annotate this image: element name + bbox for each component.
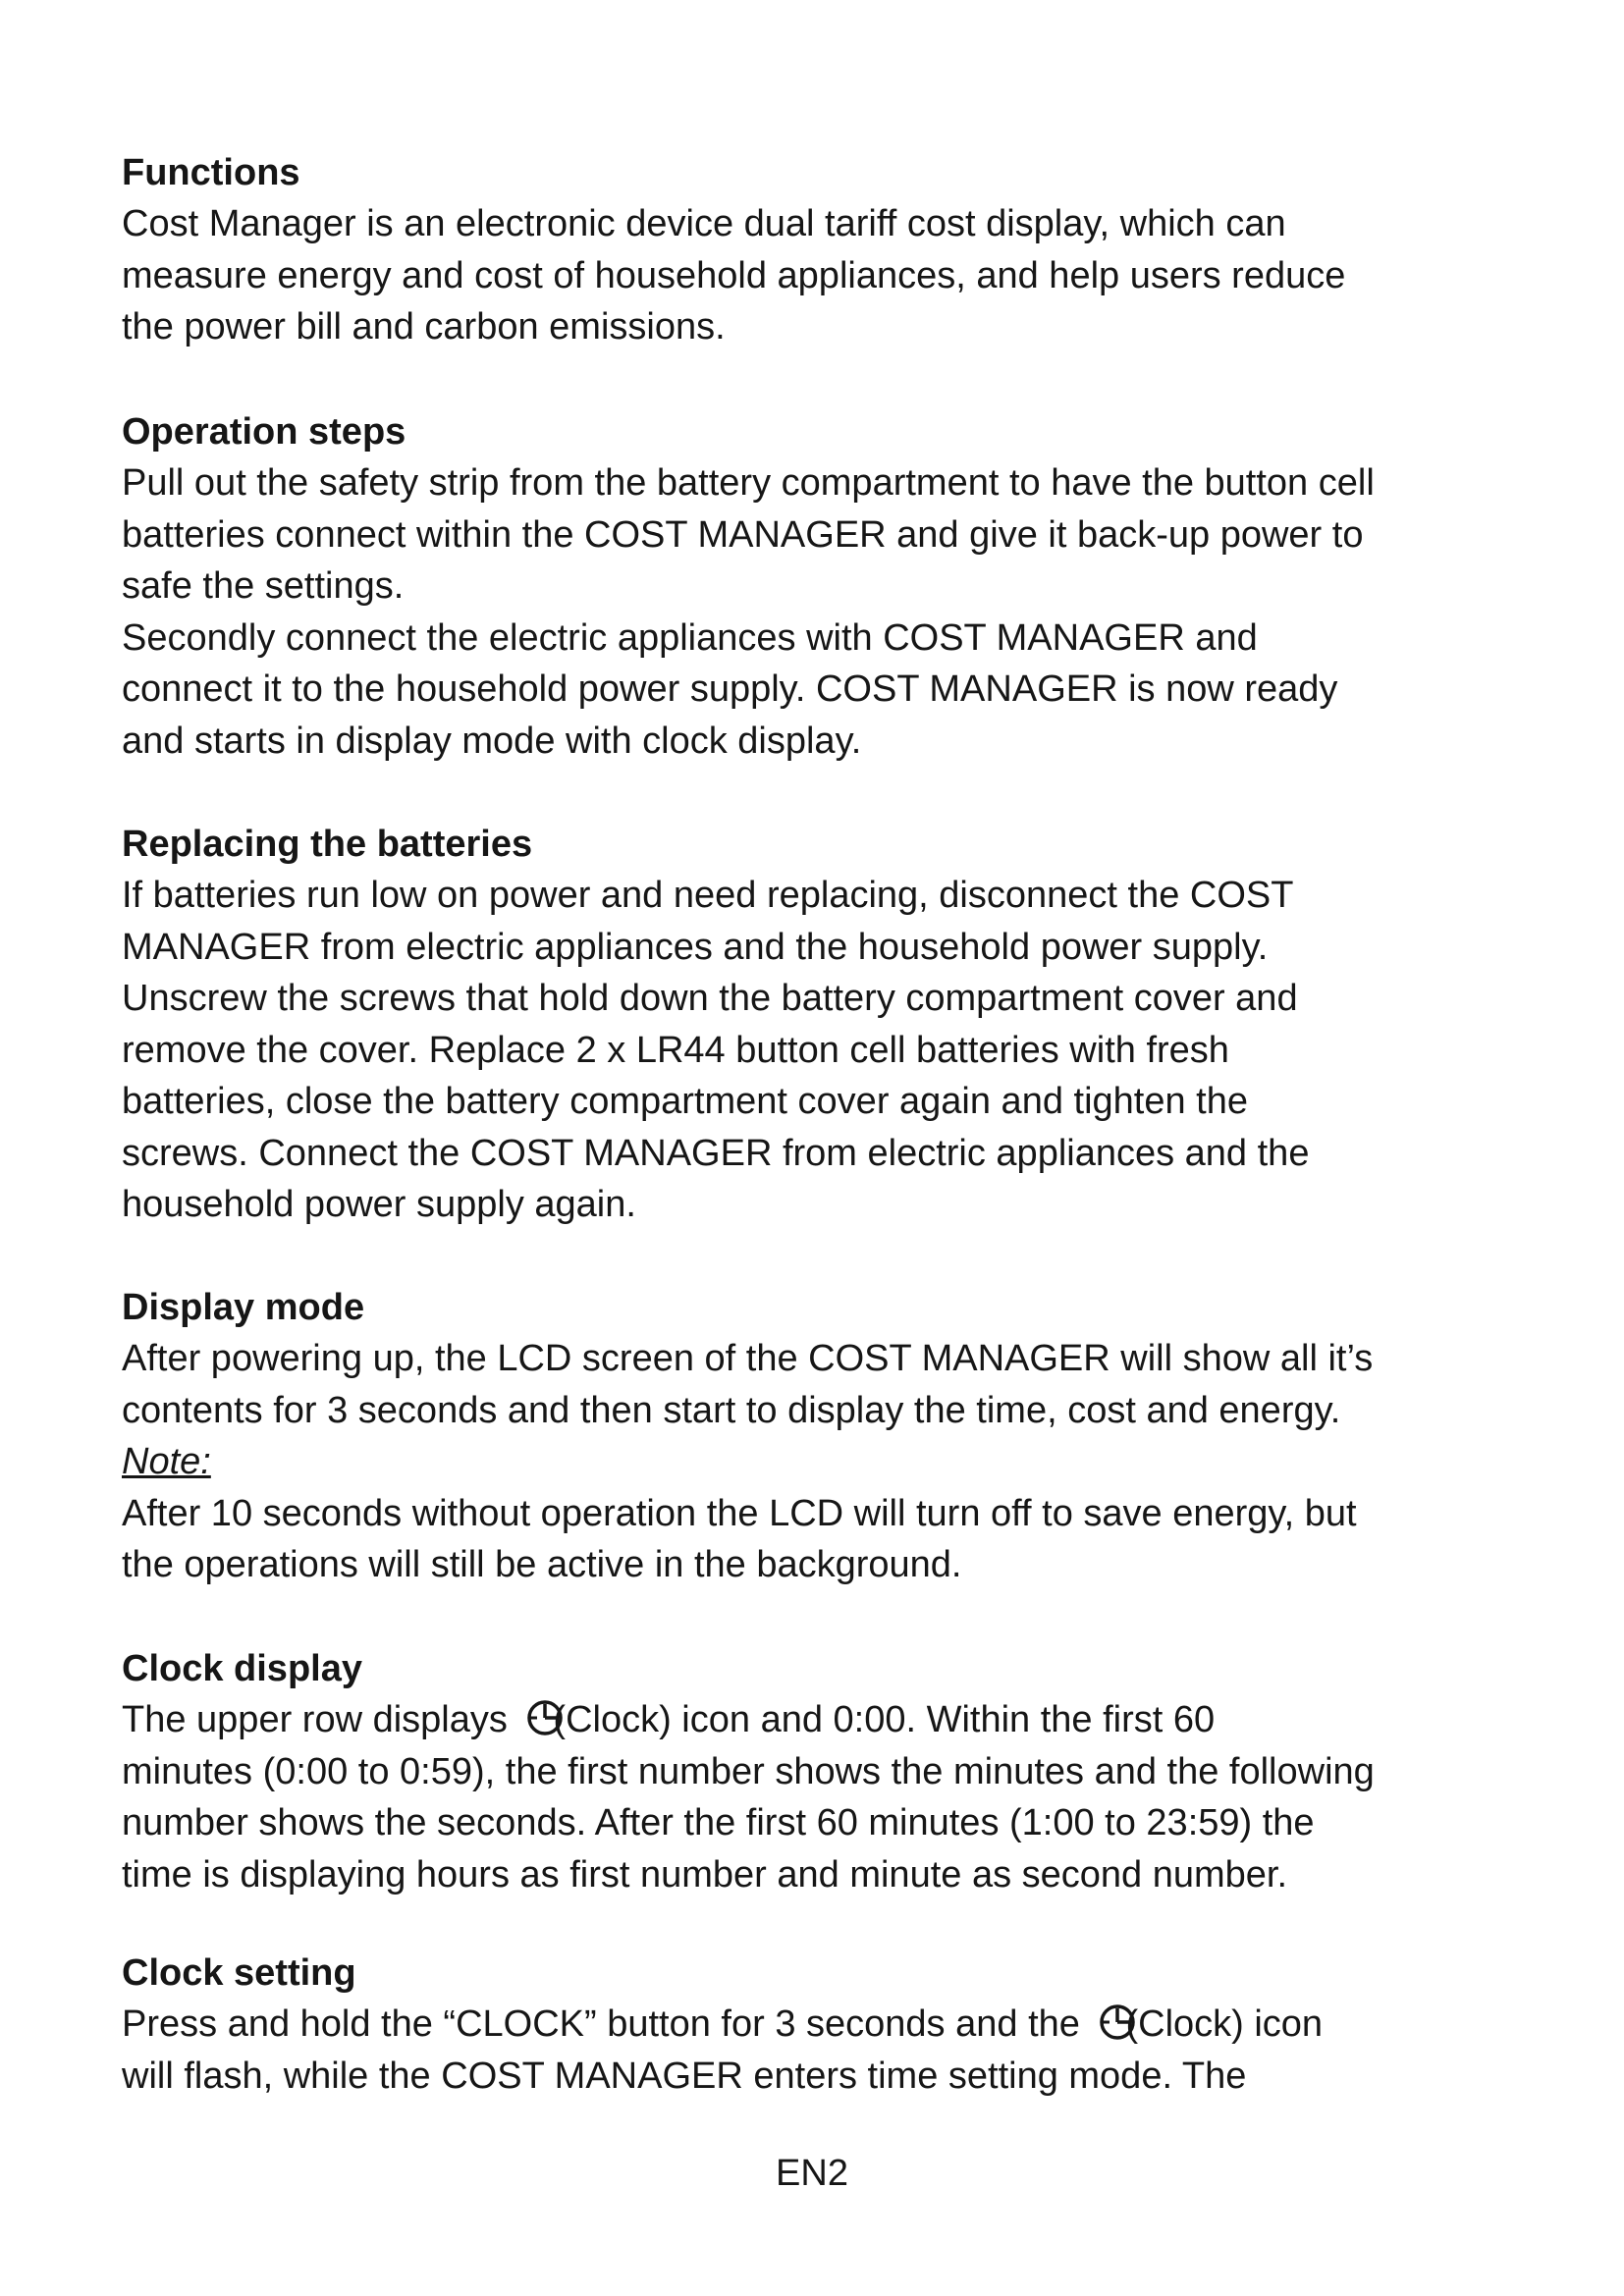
section-functions — [122, 147, 1526, 353]
clock-icon — [1096, 2002, 1139, 2042]
text-fragment: (Clock) icon — [1125, 2003, 1324, 2045]
page-number: EN2 — [776, 2153, 848, 2194]
section-clock-setting — [122, 1948, 1526, 2102]
text-line: MANAGER from electric appliances and the household power supply. — [122, 926, 1269, 968]
text-line: After powering up, the LCD screen of the COST MANAGER will show all it’s — [122, 1338, 1374, 1379]
section-display-mode — [122, 1282, 1526, 1591]
clock-icon — [523, 1698, 567, 1737]
text-line: After 10 seconds without operation the LCD will turn off to save energy, but — [122, 1492, 1357, 1534]
text-line: connect it to the household power supply. COST MANAGER is now ready — [122, 668, 1338, 710]
heading-clock-display: Clock display — [122, 1648, 362, 1689]
note-line — [122, 1436, 1526, 1488]
text-line: contents for 3 seconds and then start to display the time, cost and energy. — [122, 1389, 1341, 1431]
text-line: number shows the seconds. After the first 60 minutes (1:00 to 23:59) the — [122, 1802, 1315, 1843]
text-line: remove the cover. Replace 2 x LR44 button cell batteries with fresh — [122, 1029, 1229, 1071]
text-line: and starts in display mode with clock display. — [122, 720, 862, 762]
text-line: batteries, close the battery compartment cover again and tighten the — [122, 1081, 1248, 1122]
section-operation-steps — [122, 406, 1526, 767]
text-line: If batteries run low on power and need replacing, disconnect the COST — [122, 875, 1294, 916]
text-line: will flash, while the COST MANAGER enters time setting mode. The — [122, 2055, 1247, 2097]
heading-display-mode: Display mode — [122, 1287, 365, 1328]
text-line: Cost Manager is an electronic device dual tariff cost display, which can — [122, 203, 1286, 244]
text-line-with-icon — [122, 1999, 1526, 2051]
text-fragment: (Clock) icon and 0:00. Within the first 60 — [553, 1699, 1216, 1740]
note-label: Note: — [122, 1441, 211, 1482]
section-clock-display — [122, 1643, 1526, 1900]
heading-clock-setting: Clock setting — [122, 1952, 356, 1994]
text-line: household power supply again. — [122, 1184, 636, 1225]
text-line: the operations will still be active in the background. — [122, 1544, 962, 1585]
section-replacing-batteries — [122, 819, 1526, 1231]
text-line: measure energy and cost of household appliances, and help users reduce — [122, 254, 1346, 296]
text-line: Pull out the safety strip from the battery compartment to have the button cell — [122, 462, 1375, 504]
text-line: safe the settings. — [122, 565, 405, 607]
text-line: time is displaying hours as first number and minute as second number. — [122, 1853, 1288, 1896]
heading-replacing-batteries: Replacing the batteries — [122, 824, 533, 865]
text-line: screws. Connect the COST MANAGER from electric appliances and the — [122, 1132, 1310, 1174]
text-line: Unscrew the screws that hold down the battery compartment cover and — [122, 978, 1298, 1019]
text-line: minutes (0:00 to 0:59), the first number shows the minutes and the following — [122, 1750, 1375, 1792]
text-fragment: Press and hold the “CLOCK” button for 3 seconds and the — [122, 2003, 1091, 2045]
text-fragment: The upper row displays — [122, 1699, 518, 1740]
text-line: batteries connect within the COST MANAGER and give it back-up power to — [122, 513, 1364, 556]
heading-functions: Functions — [122, 152, 300, 193]
text-line: the power bill and carbon emissions. — [122, 306, 726, 347]
text-line: Secondly connect the electric appliances with COST MANAGER and — [122, 616, 1258, 659]
heading-operation-steps: Operation steps — [122, 411, 406, 453]
text-line-with-icon — [122, 1694, 1526, 1746]
